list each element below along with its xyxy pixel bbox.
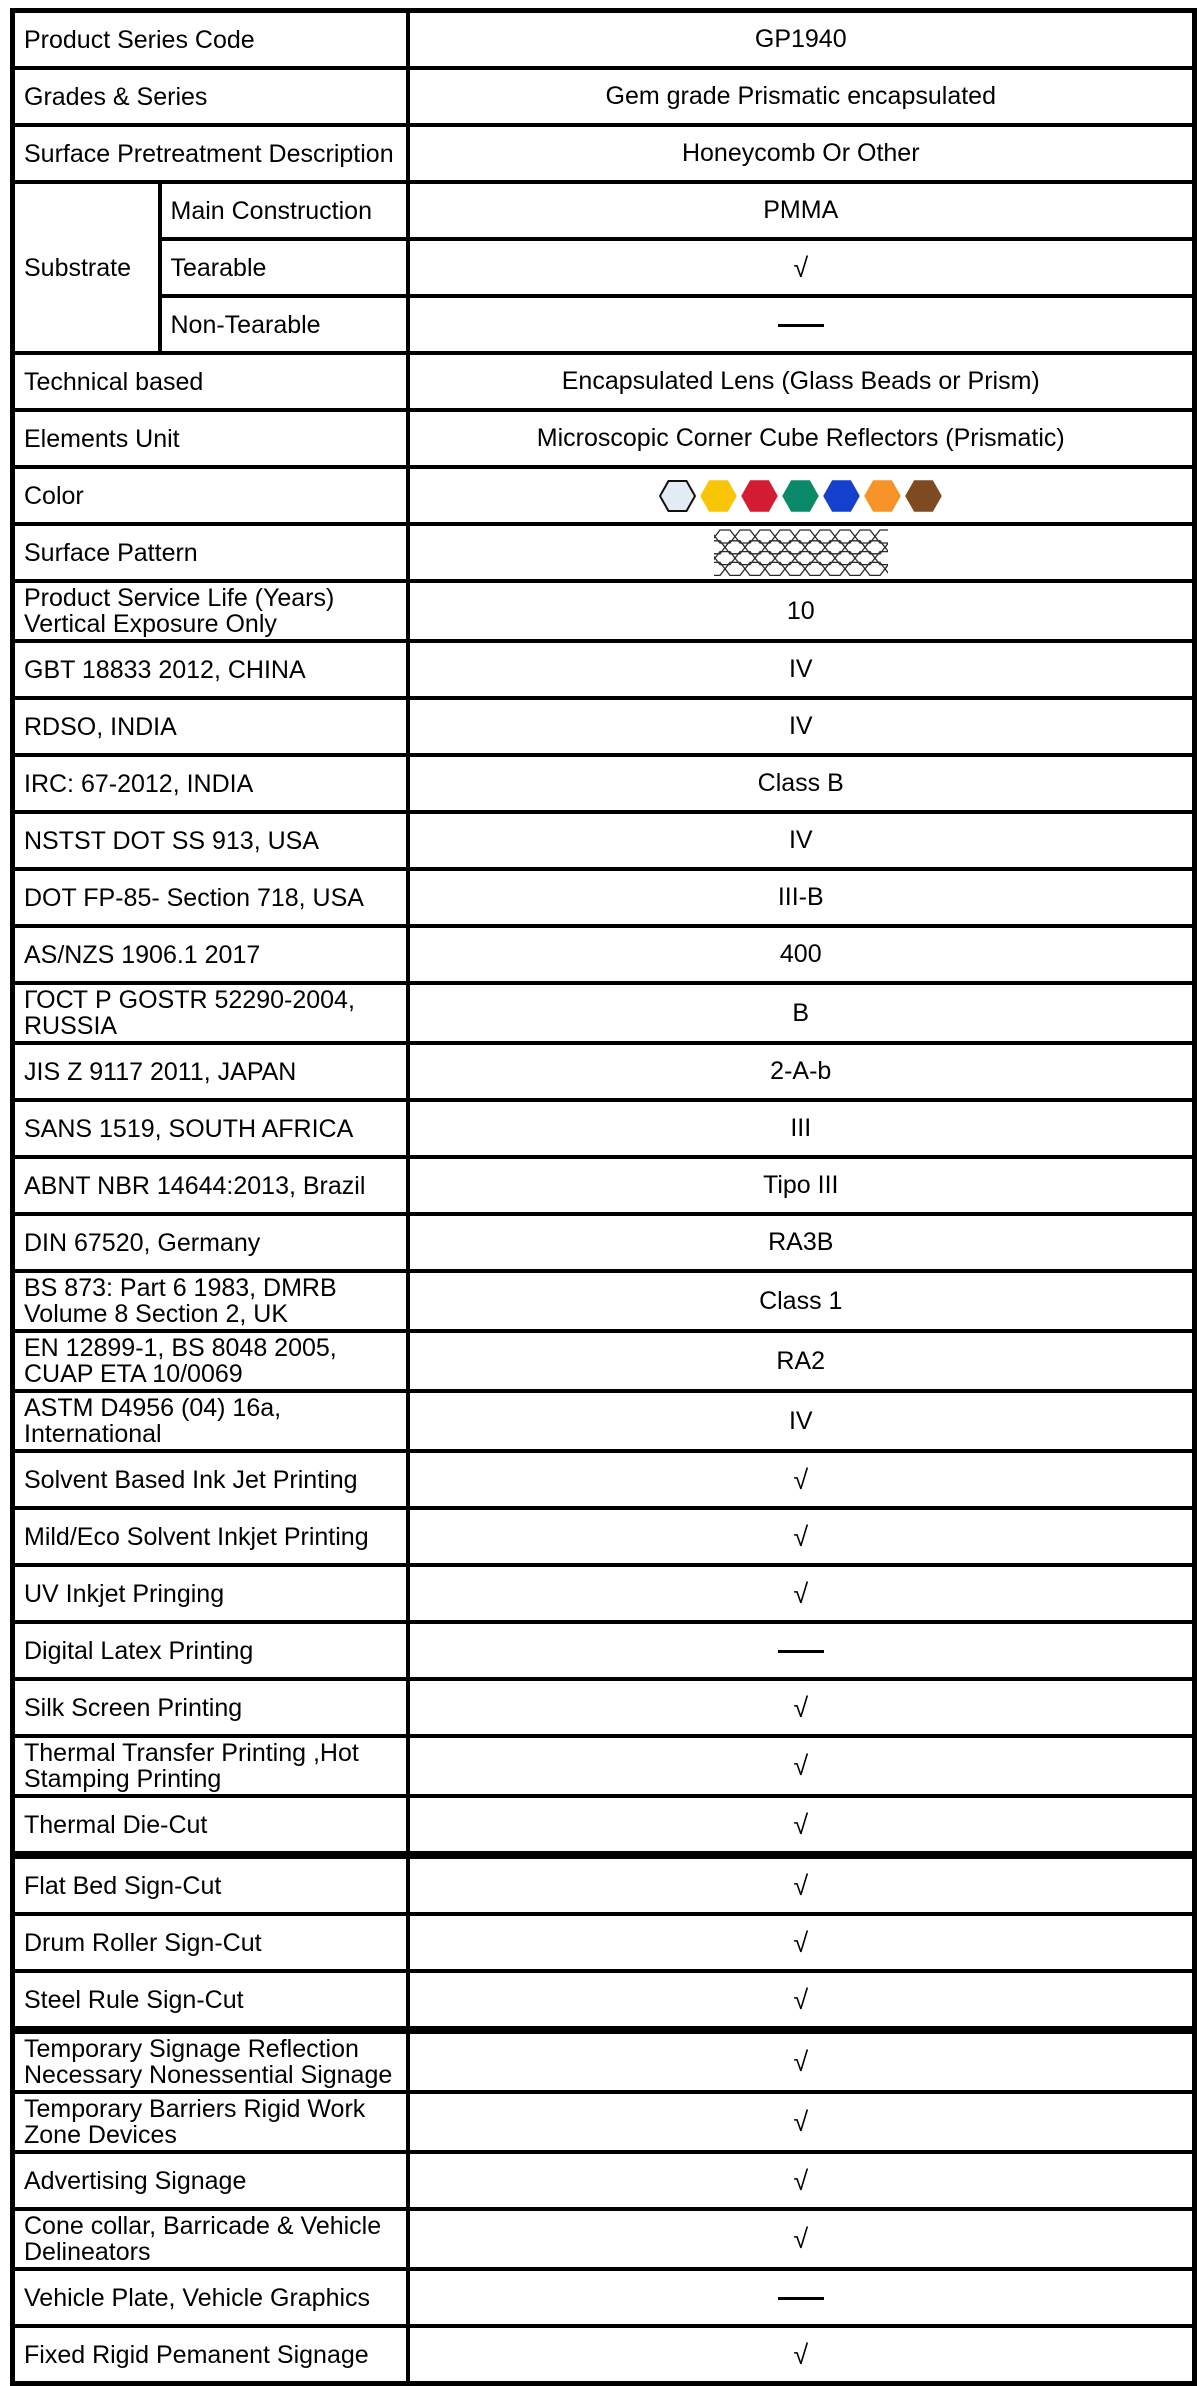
table-row-gbt-china (13, 641, 1195, 698)
color-swatch-green-hexagon-icon (782, 480, 819, 512)
color-swatch-red-hexagon-icon (741, 480, 778, 512)
dash-icon (778, 1650, 824, 1653)
row-value (408, 1271, 1195, 1331)
check-icon: √ (793, 1578, 809, 1609)
table-row-din-germany (13, 1214, 1195, 1271)
color-swatches (414, 480, 1189, 512)
row-value (408, 1565, 1195, 1622)
value-text: Class B (757, 769, 844, 797)
table-row-vehicle-plate (13, 2269, 1195, 2326)
row-label: DOT FP-85- Section 718, USA (13, 869, 408, 926)
table-row-sans-south-africa (13, 1100, 1195, 1157)
row-label: Elements Unit (13, 410, 408, 467)
row-label: Technical based (13, 353, 408, 410)
row-value (408, 2209, 1195, 2269)
row-label: Digital Latex Printing (13, 1622, 408, 1679)
table-row-service-life (13, 581, 1195, 641)
row-label: Product Series Code (13, 11, 408, 69)
color-swatch-yellow-hexagon-icon (700, 480, 737, 512)
table-row-thermal-die-cut (13, 1796, 1195, 1855)
table-row-grades-series (13, 68, 1195, 125)
table-row-surface-pretreatment (13, 125, 1195, 182)
row-label: EN 12899-1, BS 8048 2005, CUAP ETA 10/0069 (13, 1331, 408, 1391)
row-value (408, 926, 1195, 983)
row-value (408, 2092, 1195, 2152)
row-label: Surface Pretreatment Description (13, 125, 408, 182)
table-row-substrate-non-tearable (13, 296, 1195, 353)
check-icon: √ (793, 252, 809, 283)
row-value (408, 641, 1195, 698)
row-value (408, 755, 1195, 812)
row-value (408, 524, 1195, 581)
check-icon: √ (793, 2339, 809, 2370)
row-label: JIS Z 9117 2011, JAPAN (13, 1043, 408, 1100)
row-value (408, 2326, 1195, 2384)
value-text: RA3B (768, 1228, 834, 1256)
color-swatch-blue-hexagon-icon (823, 480, 860, 512)
row-value (408, 2269, 1195, 2326)
value-text: PMMA (763, 196, 839, 224)
row-label: Main Construction (160, 182, 408, 239)
value-text: RA2 (776, 1346, 826, 1375)
row-label: Advertising Signage (13, 2152, 408, 2209)
row-label: SANS 1519, SOUTH AFRICA (13, 1100, 408, 1157)
row-value (408, 869, 1195, 926)
row-label: Grades & Series (13, 68, 408, 125)
table-row-technical-based (13, 353, 1195, 410)
row-label: Surface Pattern (13, 524, 408, 581)
row-value (408, 1622, 1195, 1679)
row-label: Solvent Based Ink Jet Printing (13, 1451, 408, 1508)
row-value (408, 581, 1195, 641)
row-value (408, 68, 1195, 125)
check-icon: √ (793, 1692, 809, 1723)
check-icon: √ (793, 2107, 809, 2137)
row-label: Vehicle Plate, Vehicle Graphics (13, 2269, 408, 2326)
value-text: Honeycomb Or Other (681, 139, 920, 167)
value-text: Class 1 (759, 1286, 843, 1315)
table-row-cone-collar (13, 2209, 1195, 2269)
check-icon: √ (793, 1809, 809, 1840)
value-text: IV (788, 1406, 813, 1435)
row-label: Flat Bed Sign-Cut (13, 1855, 408, 1914)
row-value (408, 125, 1195, 182)
row-value (408, 1331, 1195, 1391)
check-icon: √ (793, 2047, 809, 2077)
table-row-jis-japan (13, 1043, 1195, 1100)
table-row-drum-roller-sign-cut (13, 1914, 1195, 1971)
row-label: Mild/Eco Solvent Inkjet Printing (13, 1508, 408, 1565)
table-row-eco-solvent-inkjet (13, 1508, 1195, 1565)
table-row-surface-pattern (13, 524, 1195, 581)
table-row-temporary-barriers (13, 2092, 1195, 2152)
row-value (408, 698, 1195, 755)
table-row-nstst-usa (13, 812, 1195, 869)
check-icon: √ (793, 1927, 809, 1958)
row-label: Temporary Signage Reflection Necessary Nonessential Signage (13, 2030, 408, 2092)
row-value (408, 1914, 1195, 1971)
row-label: DIN 67520, Germany (13, 1214, 408, 1271)
value-text: Gem grade Prismatic encapsulated (605, 82, 996, 110)
value-text: GP1940 (754, 25, 847, 53)
value-text: Encapsulated Lens (Glass Beads or Prism) (561, 367, 1040, 395)
row-label: ГОСТ Р GOSTR 52290-2004, RUSSIA (13, 983, 408, 1043)
table-row-astm-international (13, 1391, 1195, 1451)
surface-pattern-image (414, 529, 1189, 576)
row-value (408, 2152, 1195, 2209)
value-text: IV (788, 826, 813, 854)
value-text: 10 (786, 596, 815, 625)
table-row-substrate-tearable (13, 239, 1195, 296)
table-row-uv-inkjet (13, 1565, 1195, 1622)
color-swatch-orange-hexagon-icon (864, 480, 901, 512)
row-value (408, 182, 1195, 239)
row-label: Thermal Transfer Printing ,Hot Stamping Printing (13, 1736, 408, 1796)
check-icon: √ (793, 1751, 809, 1781)
check-icon: √ (793, 1464, 809, 1495)
row-label: Non-Tearable (160, 296, 408, 353)
row-label: ASTM D4956 (04) 16a, International (13, 1391, 408, 1451)
table-row-flat-bed-sign-cut (13, 1855, 1195, 1914)
row-value (408, 1855, 1195, 1914)
table-row-en12899 (13, 1331, 1195, 1391)
row-value (408, 410, 1195, 467)
row-value (408, 1214, 1195, 1271)
row-label: Thermal Die-Cut (13, 1796, 408, 1855)
row-label: Fixed Rigid Pemanent Signage (13, 2326, 408, 2384)
row-label: Steel Rule Sign-Cut (13, 1971, 408, 2030)
table-row-steel-rule-sign-cut (13, 1971, 1195, 2030)
value-text: IV (788, 712, 813, 740)
row-value (408, 1736, 1195, 1796)
row-label: ABNT NBR 14644:2013, Brazil (13, 1157, 408, 1214)
dash-icon (778, 324, 824, 327)
check-icon: √ (793, 1521, 809, 1552)
table-row-advertising-signage (13, 2152, 1195, 2209)
row-label: Tearable (160, 239, 408, 296)
table-row-substrate-main-construction (13, 182, 1195, 239)
row-label: GBT 18833 2012, CHINA (13, 641, 408, 698)
row-value (408, 1043, 1195, 1100)
row-label: Silk Screen Printing (13, 1679, 408, 1736)
row-label: Temporary Barriers Rigid Work Zone Devices (13, 2092, 408, 2152)
row-value (408, 1451, 1195, 1508)
table-row-solvent-inkjet-printing (13, 1451, 1195, 1508)
table-row-thermal-transfer (13, 1736, 1195, 1796)
row-label: Color (13, 467, 408, 524)
substrate-group-cell: Substrate (13, 182, 160, 353)
row-value (408, 11, 1195, 69)
table-row-temporary-signage (13, 2030, 1195, 2092)
row-value (408, 1157, 1195, 1214)
color-swatch-brown-hexagon-icon (905, 480, 942, 512)
row-label: RDSO, INDIA (13, 698, 408, 755)
table-row-elements-unit (13, 410, 1195, 467)
table-row-digital-latex (13, 1622, 1195, 1679)
row-value (408, 1679, 1195, 1736)
table-row-dot-fp85-usa (13, 869, 1195, 926)
table-row-rdso-india (13, 698, 1195, 755)
row-label: IRC: 67-2012, INDIA (13, 755, 408, 812)
value-text: 400 (779, 940, 822, 968)
check-icon: √ (793, 1984, 809, 2015)
row-value (408, 812, 1195, 869)
row-label: Product Service Life (Years) Vertical Exposure Only (13, 581, 408, 641)
table-row-as-nzs (13, 926, 1195, 983)
check-icon: √ (793, 2224, 809, 2254)
row-value (408, 296, 1195, 353)
table-row-product-series-code (13, 11, 1195, 69)
table-row-bs873-uk (13, 1271, 1195, 1331)
value-text: Microscopic Corner Cube Reflectors (Prismatic) (536, 424, 1065, 452)
honeycomb-pattern-icon (714, 529, 888, 576)
check-icon: √ (793, 1870, 809, 1901)
color-swatch-white-hexagon-icon (659, 480, 696, 512)
row-value (408, 467, 1195, 524)
row-value (408, 1971, 1195, 2030)
table-row-abnt-brazil (13, 1157, 1195, 1214)
value-text: 2-A-b (770, 1057, 832, 1085)
row-label: AS/NZS 1906.1 2017 (13, 926, 408, 983)
table-row-irc-india (13, 755, 1195, 812)
value-text: III (790, 1114, 812, 1142)
row-label: NSTST DOT SS 913, USA (13, 812, 408, 869)
row-value (408, 1391, 1195, 1451)
table-row-fixed-rigid-signage (13, 2326, 1195, 2384)
row-value (408, 1100, 1195, 1157)
row-value (408, 983, 1195, 1043)
value-text: B (792, 998, 810, 1027)
value-text: Tipo III (763, 1171, 839, 1199)
value-text: III-B (777, 883, 824, 911)
row-label: Cone collar, Barricade & Vehicle Delineators (13, 2209, 408, 2269)
row-label: Drum Roller Sign-Cut (13, 1914, 408, 1971)
table-row-color (13, 467, 1195, 524)
table-row-gost-russia (13, 983, 1195, 1043)
row-label: BS 873: Part 6 1983, DMRB Volume 8 Section 2, UK (13, 1271, 408, 1331)
row-label: UV Inkjet Pringing (13, 1565, 408, 1622)
table-row-silk-screen (13, 1679, 1195, 1736)
dash-icon (778, 2297, 824, 2300)
value-text: IV (788, 655, 813, 683)
row-value (408, 239, 1195, 296)
check-icon: √ (793, 2165, 809, 2196)
row-value (408, 2030, 1195, 2092)
row-value (408, 1508, 1195, 1565)
product-spec-table (10, 8, 1197, 2386)
row-value (408, 1796, 1195, 1855)
row-value (408, 353, 1195, 410)
